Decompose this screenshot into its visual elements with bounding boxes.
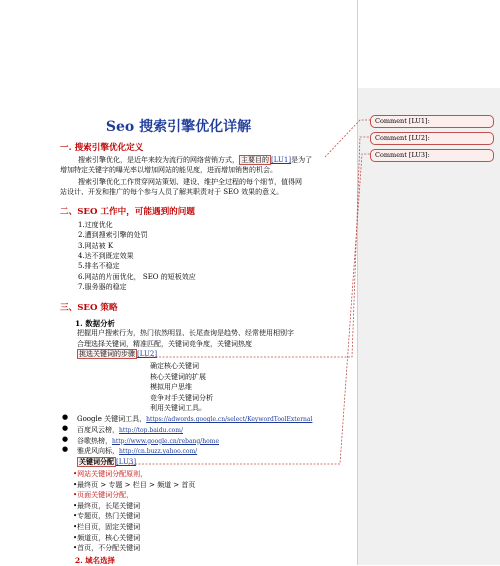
distribution-item: •最终页，长尾关键词: [73, 501, 141, 510]
issue-item: 5.排名不稳定: [78, 262, 120, 271]
distribution-heading: [77, 457, 136, 467]
bullet-icon: ●: [62, 423, 69, 432]
distribution-item: •最终页 > 专题 > 栏目 > 频道 > 首页: [73, 480, 196, 489]
distribution-item: •栏目页，固定关键词: [73, 523, 141, 531]
keyword-tool-label: 百度风云榜，: [77, 425, 119, 434]
keyword-tool-link[interactable]: http://top.baidu.com/: [119, 426, 183, 434]
comment-balloon[interactable]: Comment [LU3]:: [370, 149, 494, 162]
section-heading-1: 一. 搜索引擎优化定义: [60, 143, 144, 153]
issue-item: 1.过度优化: [78, 221, 113, 229]
distribution-item: •首页，不分配关键词: [73, 544, 141, 553]
comment-ref-lu2[interactable]: [LU2]: [137, 350, 158, 358]
keyword-tool-item: [77, 436, 219, 447]
keyword-tool-link[interactable]: https://adwords.google.cn/select/KeywordToolExternal: [146, 416, 313, 423]
bullet-icon: ●: [62, 413, 69, 421]
issue-item: 6.网站的片面优化， SEO 的短板效应: [78, 272, 196, 281]
issue-item: 4.达不到既定效果: [78, 251, 134, 260]
paragraph-text: 搜索引擎优化，是近年来较为流行的网络营销方式，: [78, 156, 239, 164]
keyword-step-item: 利用关键词工具。: [150, 404, 206, 413]
issue-item: 2.遭到搜索引擎的处罚: [78, 231, 148, 240]
document-title: Seo 搜索引擎优化详解: [105, 119, 252, 135]
analysis-line-3: [77, 349, 157, 359]
analysis-line-1: 把握用户搜索行为，热门依然明显、长尾查询是趋势、经常使用相别字: [77, 329, 294, 337]
comment-margin-pane: [357, 0, 500, 565]
section-heading-2: 二、SEO 工作中，可能遇到的问题: [60, 207, 195, 217]
distribution-item: •网站关键词分配原则，: [73, 470, 148, 478]
keyword-tool-label: 雅虎风向标，: [77, 447, 119, 456]
keyword-tool-item: [77, 446, 197, 457]
comment-ref-lu3[interactable]: [LU3]: [116, 458, 137, 466]
comment-balloon[interactable]: Comment [LU1]:: [370, 115, 494, 128]
keyword-tool-link[interactable]: http://cn.buzz.yahoo.com/: [119, 448, 198, 456]
paragraph-2-line-2: 站设计、开发和推广的每个参与人员了解其职责对于 SEO 效果的意义。: [60, 188, 284, 196]
distribution-item: •专题页，热门关键词: [73, 512, 141, 521]
comment-balloon[interactable]: Comment [LU2]:: [370, 132, 494, 145]
paragraph-text: 是为了: [291, 156, 313, 164]
keyword-tool-item: [77, 425, 183, 436]
issue-item: 7.服务器的稳定: [78, 282, 127, 291]
paragraph-1-line-1: [78, 155, 312, 165]
comment-anchor-lu2[interactable]: 挑选关键词的步骤: [79, 350, 135, 358]
distribution-item: •频道页，核心关键词: [73, 533, 141, 542]
keyword-tool-label: 谷歌热榜，: [77, 436, 112, 445]
keyword-step-item: 竞争对手关键词分析: [150, 393, 213, 402]
keyword-tool-label: Google 关键词工具，: [77, 415, 147, 423]
keyword-tool-item: [77, 414, 312, 425]
keyword-step-item: 确定核心关键词: [150, 362, 199, 370]
analysis-line-2: 合理选择关键词，精准匹配，关键词竞争度，关键词热度: [77, 340, 252, 348]
issue-item: 3.网站被 K: [78, 241, 114, 250]
subheading-domain: 2. 域名选择: [75, 556, 115, 565]
distribution-item: •页面关键词分配，: [73, 491, 134, 500]
paragraph-1-line-2: 增加特定关键字的曝光率以增加网站的能见度，进而增加销售的机会。: [60, 166, 277, 174]
bullet-icon: ●: [62, 434, 69, 443]
comment-anchor-lu1[interactable]: 主要目的: [241, 156, 269, 164]
subheading-data-analysis: 1. 数据分析: [75, 319, 115, 328]
comment-ref-lu1[interactable]: [LU1]: [271, 156, 292, 164]
section-heading-3: 三、SEO 策略: [60, 303, 118, 313]
bullet-icon: ●: [62, 445, 69, 454]
margin-divider: [357, 0, 358, 565]
keyword-tool-link[interactable]: http://www.google.cn/rebang/home: [112, 437, 220, 445]
margin-blank-area: [357, 0, 500, 88]
keyword-step-item: 核心关键词的扩展: [150, 372, 206, 381]
keyword-step-item: 模拟用户思维: [150, 383, 192, 392]
comment-anchor-lu3[interactable]: 关键词分配: [79, 457, 114, 466]
paragraph-2-line-1: 搜索引擎优化工作贯穿网站策划、建设、维护全过程的每个细节，值得网: [78, 178, 302, 186]
